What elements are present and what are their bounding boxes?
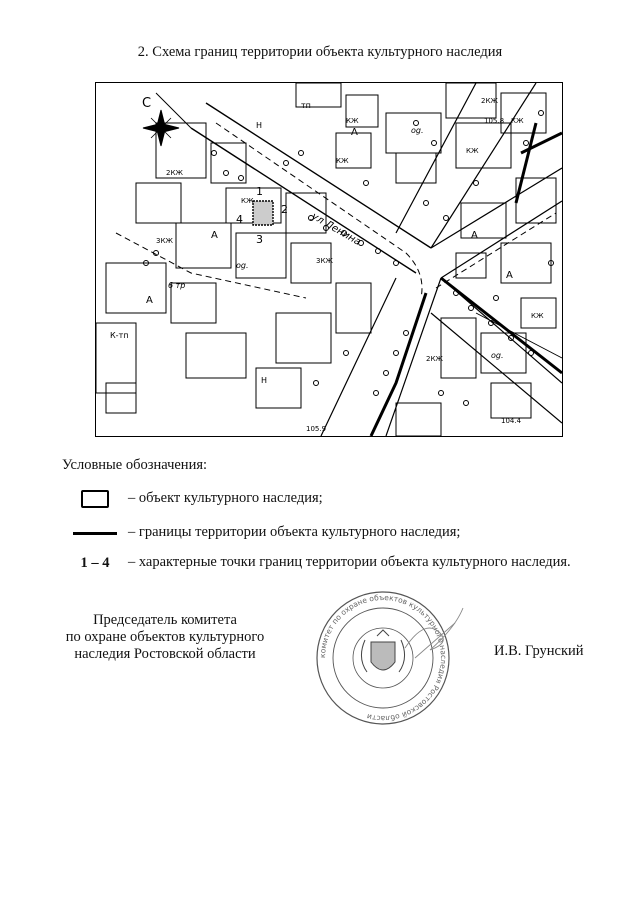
official-seal [305,588,465,728]
street-label: ул Ленина [309,211,363,249]
parcel-label: Н [261,376,268,385]
point-label-3: 3 [256,233,263,246]
boundary-line-icon [73,532,117,535]
legend-title: Условные обозначения: [62,457,208,473]
parcel-label: og. [491,351,504,360]
signer-name: И.В. Грунский [494,643,584,659]
parcel-label: КЖ [531,312,544,320]
parcel-label: og. [411,126,424,135]
parcel-label: КЖ [466,147,479,155]
parcel-label: Н [256,121,263,130]
legend-text: – характерные точки границ территории объекта культурного наследия. [128,554,571,570]
parcel-label: КЖ [241,197,254,205]
legend-item-boundary [62,522,602,544]
parcel-label: A [146,295,153,306]
coat-of-arms-icon [361,630,404,672]
parcel-label: К-тп [110,331,129,340]
parcel-label: 3КЖ [316,257,333,265]
north-label: С [142,96,152,111]
legend-text: – объект культурного наследия; [128,490,323,506]
point-label-2: 2 [281,203,288,216]
north-arrow-icon [143,110,179,146]
elevation-label: 105.8 [484,117,505,125]
signer-title [60,612,270,663]
parcel-label: 3КЖ [156,237,173,245]
parcel-label: A [506,270,513,281]
legend-item-points [62,552,602,574]
signer-title-line: наследия Ростовской области [74,646,256,662]
object-symbol-icon [81,490,109,508]
map-drawing [96,83,562,436]
points-symbol: 1 – 4 [80,554,110,571]
point-label-1: 1 [256,185,263,198]
parcel-label: КЖ [346,117,359,125]
point-label-4: 4 [236,213,243,226]
parcel-label: 2КЖ [166,169,183,177]
parcel-label: A [351,127,358,138]
boundary-map [95,82,563,437]
parcel-label: og. [236,261,249,270]
parcel-label: 2КЖ [481,97,498,105]
parcel-label: тп [301,101,311,110]
parcel-label: A [211,230,218,241]
signer-title-line: Председатель комитета [93,612,237,628]
parcel-label: 6 тр [168,281,186,290]
legend-text: – границы территории объекта культурного наследия; [128,524,461,540]
elevation-label: 105.9 [306,425,327,433]
seal-text: комитет по охране объектов культурного наследия Ростовской области [317,592,449,724]
document-title: 2. Схема границ территории объекта культурного наследия [137,44,503,60]
parcel-label: A [471,230,478,241]
signer-title-line: по охране объектов культурного [65,629,265,645]
legend-item-object [62,488,602,510]
parcel-label: КЖ [511,117,524,125]
elevation-label: 104.4 [501,417,522,425]
parcel-label: КЖ [336,157,349,165]
parcel-label: 2КЖ [426,355,443,363]
